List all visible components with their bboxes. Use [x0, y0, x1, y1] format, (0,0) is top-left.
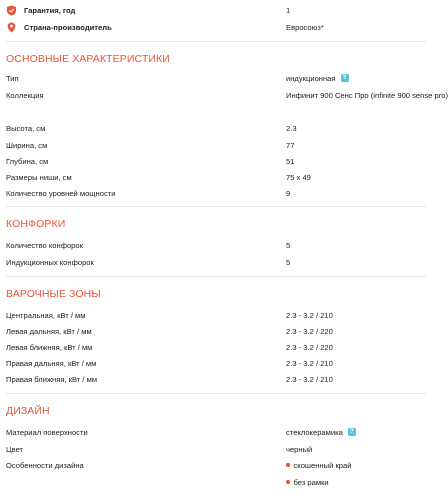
- spec-label: Цвет: [6, 444, 24, 454]
- spec-value: 2.3 - 3.2 / 210: [286, 310, 333, 320]
- spec-row-burner-count: [6, 238, 426, 252]
- spec-row-induction-burners: [6, 255, 426, 269]
- list-item: [286, 475, 329, 489]
- spec-row-color: [6, 442, 426, 456]
- spec-row-width: [6, 138, 426, 152]
- spec-label: Высота, см: [6, 123, 46, 133]
- list-item: [286, 458, 351, 472]
- spec-value: 2.3 - 3.2 / 220: [286, 326, 333, 336]
- spec-row-country: [6, 20, 426, 34]
- spec-label: Количество конфорок: [6, 240, 83, 250]
- spec-label: Особенности дизайна: [6, 460, 84, 470]
- spec-value: 51: [286, 156, 295, 166]
- spec-value: 9: [286, 188, 291, 198]
- spec-value: 2.3 - 3.2 / 220: [286, 342, 333, 352]
- spec-value: черный: [286, 444, 313, 454]
- spec-label: Индукционных конфорок: [6, 257, 94, 267]
- section-title-zones: ВАРОЧНЫЕ ЗОНЫ: [6, 288, 101, 300]
- section-title-burners: КОНФОРКИ: [6, 218, 66, 230]
- spec-row-height: [6, 121, 426, 135]
- spec-value: Евросоюз*: [286, 22, 324, 32]
- spec-value: 2.3: [286, 123, 297, 133]
- spec-row-niche: [6, 170, 426, 184]
- shield-icon: [6, 5, 17, 16]
- spec-label: Правая ближняя, кВт / мм: [6, 374, 98, 384]
- spec-value: 1: [286, 5, 291, 15]
- spec-value: стеклокерамика: [286, 427, 343, 437]
- spec-label: Левая дальняя, кВт / мм: [6, 326, 92, 336]
- spec-row-zone-central: [6, 308, 426, 322]
- spec-value: 5: [286, 240, 291, 250]
- spec-row-design-features-2: [6, 475, 426, 489]
- divider: [6, 41, 426, 42]
- spec-label: Тип: [6, 73, 19, 83]
- bullet-icon: [286, 480, 290, 484]
- spec-label: Размеры ниши, см: [6, 172, 72, 182]
- spec-row-design-features: [6, 458, 426, 472]
- spec-value: 75 х 49: [286, 172, 311, 182]
- divider: [6, 276, 426, 277]
- spec-value: индукционная: [286, 73, 336, 83]
- section-title-design: ДИЗАЙН: [6, 405, 50, 417]
- spec-row-collection: [6, 88, 448, 118]
- spec-value: 2.3 - 3.2 / 210: [286, 374, 333, 384]
- spec-label: Ширина, см: [6, 140, 48, 150]
- help-icon[interactable]: ?: [348, 428, 356, 436]
- spec-row-zone-right-far: [6, 356, 426, 370]
- divider: [6, 393, 426, 394]
- spec-row-type: [6, 71, 426, 85]
- spec-label: Гарантия, год: [24, 5, 76, 15]
- spec-label: Коллекция: [6, 90, 44, 100]
- spec-label: Левая ближняя, кВт / мм: [6, 342, 93, 352]
- spec-row-zone-right-near: [6, 372, 426, 386]
- spec-label: Страна-производитель: [24, 22, 112, 32]
- feature-text: скошенный край: [293, 460, 352, 470]
- spec-row-zone-left-near: [6, 340, 426, 354]
- spec-row-power-levels: [6, 186, 426, 200]
- spec-row-depth: [6, 154, 426, 168]
- spec-value: Инфинит 900 Сенс Про (infinite 900 sense pro): [286, 91, 448, 100]
- spec-value: 77: [286, 140, 295, 150]
- spec-label: Правая дальняя, кВт / мм: [6, 358, 97, 368]
- spec-value: 5: [286, 257, 291, 267]
- spec-label: Количество уровней мощности: [6, 188, 116, 198]
- bullet-icon: [286, 463, 290, 467]
- divider: [6, 206, 426, 207]
- spec-value: 2.3 - 3.2 / 210: [286, 358, 333, 368]
- location-pin-icon: [6, 22, 17, 33]
- spec-row-warranty: [6, 3, 426, 17]
- spec-label: Центральная, кВт / мм: [6, 310, 86, 320]
- help-icon[interactable]: ?: [341, 74, 349, 82]
- spec-label: Материал поверхности: [6, 427, 88, 437]
- spec-row-zone-left-far: [6, 324, 426, 338]
- spec-row-surface: [6, 425, 426, 439]
- spec-label: Глубина, см: [6, 156, 49, 166]
- feature-text: без рамки: [293, 477, 329, 487]
- section-title-main: ОСНОВНЫЕ ХАРАКТЕРИСТИКИ: [6, 53, 170, 65]
